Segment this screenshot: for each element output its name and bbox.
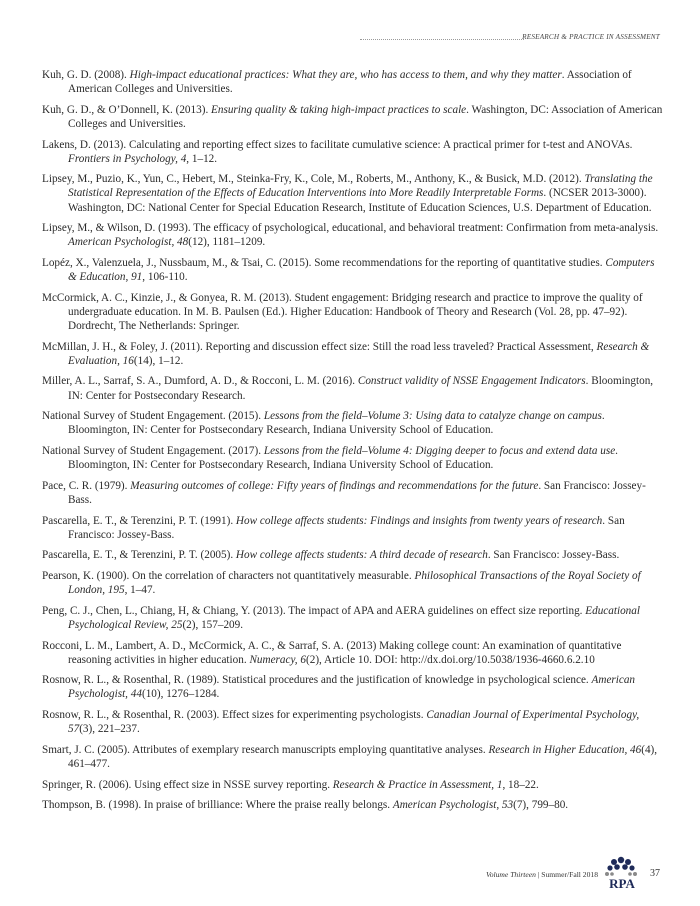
reference-text: Rocconi, L. M., Lambert, A. D., McCormick, A. C., & Sarraf, S. A. (2013) Making college count: An examination of quantitative reasoning activities in higher education.	[42, 639, 622, 666]
reference-text: Rosnow, R. L., & Rosenthal, R. (2003). Effect sizes for experimenting psychologists.	[42, 709, 427, 722]
reference-text: (10), 1276–1284.	[141, 688, 220, 701]
reference-title: Measuring outcomes of college: Fifty years of findings and recommendations for the future	[130, 479, 539, 492]
reference-entry	[42, 514, 664, 542]
reference-entry	[42, 708, 664, 736]
reference-title: American Psychologist, 48	[68, 236, 189, 249]
header-dotted-rule	[360, 39, 524, 40]
reference-entry	[42, 340, 664, 368]
reference-entry	[42, 743, 664, 771]
reference-entry	[42, 68, 664, 96]
running-header	[360, 33, 660, 45]
reference-text: Lipsey, M., Puzio, K., Yun, C., Hebert, M., Steinka-Fry, K., Cole, M., Roberts, M., Anthony, K., & Busick, M.D. (2012).	[42, 173, 585, 186]
rpa-logo-icon	[600, 856, 644, 896]
reference-text: Springer, R. (2006). Using effect size in NSSE survey reporting.	[42, 778, 333, 791]
reference-title: Lessons from the field–Volume 3: Using data to catalyze change on campus	[263, 410, 602, 423]
reference-text: McCormick, A. C., Kinzie, J., & Gonyea, R. M. (2013). Student engagement: Bridging research and practice to improve the quality of undergraduate education. In M. B. Paulsen (Ed.). Higher Education: Handbook of Theory and Research (Vol. 28, pp. 47–92). Dordrecht, The Netherlands: Springer.	[42, 291, 643, 332]
reference-title: Numeracy, 6	[249, 653, 306, 666]
reference-text: . Association of American Colleges and Universities.	[68, 69, 632, 96]
reference-text: (3), 221–237.	[79, 723, 140, 736]
reference-entry	[42, 798, 664, 812]
reference-text: , 18–22.	[502, 778, 539, 791]
reference-entry	[42, 409, 664, 437]
reference-entry	[42, 172, 664, 214]
reference-text: (14), 1–12.	[133, 354, 184, 367]
reference-title: Translating the Statistical Representation of the Effects of Education Interventions into More Readily Interpretable Forms	[68, 173, 653, 200]
running-title: RESEARCH & PRACTICE IN ASSESSMENT	[522, 33, 660, 41]
reference-title: Research & Practice in Assessment, 1	[332, 778, 503, 791]
volume-info	[486, 870, 598, 879]
issue-label: | Summer/Fall 2018	[535, 870, 598, 879]
reference-entry	[42, 256, 664, 284]
reference-text: Pascarella, E. T., & Terenzini, P. T. (2005).	[42, 549, 236, 562]
reference-title: Lessons from the field–Volume 4: Digging deeper to focus and extend data use	[263, 445, 616, 457]
reference-text: Lakens, D. (2013). Calculating and reporting effect sizes to facilitate cumulative science: A practical primer for t-test and ANOVAs.	[42, 138, 633, 151]
reference-text: McMillan, J. H., & Foley, J. (2011). Reporting and discussion effect size: Still the road less traveled? Practical Assessment,	[42, 340, 597, 353]
reference-text: . Washington, DC: Association of American Colleges and Universities.	[68, 103, 663, 130]
reference-text: (2), Article 10. DOI: http://dx.doi.org/10.5038/1936-4660.6.2.10	[306, 653, 595, 666]
volume-label: Volume Thirteen	[485, 870, 536, 879]
reference-entry	[42, 778, 664, 792]
reference-title: Computers & Education, 91	[68, 257, 655, 284]
reference-text: . Bloomington, IN: Center for Postsecondary Research.	[68, 375, 654, 402]
reference-text: . San Francisco: Jossey-Bass.	[68, 479, 646, 506]
reference-text: Kuh, G. D. (2008).	[42, 69, 130, 81]
reference-entry	[42, 673, 664, 701]
reference-text: . Bloomington, IN: Center for Postsecondary Research, Indiana University School of Education.	[68, 445, 618, 472]
reference-entry	[42, 103, 664, 131]
page-number: 37	[650, 868, 660, 879]
reference-text: Peng, C. J., Chen, L., Chiang, H, & Chiang, Y. (2013). The impact of APA and AERA guidelines on effect size reporting.	[42, 604, 586, 617]
reference-text: (12), 1181–1209.	[188, 236, 266, 249]
reference-title: Canadian Journal of Experimental Psychology, 57	[68, 709, 640, 736]
reference-entry	[42, 479, 664, 507]
reference-title: Research in Higher Education, 46	[488, 743, 642, 756]
reference-title: Construct validity of NSSE Engagement Indicators	[357, 375, 586, 388]
reference-title: Frontiers in Psychology, 4	[68, 152, 187, 165]
reference-text: (7), 799–80.	[513, 799, 569, 812]
reference-title: Philosophical Transactions of the Royal Society of London, 195	[68, 570, 641, 597]
reference-entry	[42, 569, 664, 597]
reference-title: American Psychologist, 44	[68, 674, 636, 701]
reference-text: Lopéz, X., Valenzuela, J., Nussbaum, M., & Tsai, C. (2015). Some recommendations for the reporting of quantitative studies.	[42, 257, 606, 269]
reference-list	[42, 68, 664, 819]
reference-text: Pearson, K. (1900). On the correlation of characters not quantitatively measurable.	[42, 570, 415, 583]
reference-text: Lipsey, M., & Wilson, D. (1993). The efficacy of psychological, educational, and behavioral treatment: Confirmation from meta-analysis.	[42, 222, 659, 235]
reference-title: Ensuring quality & taking high-impact practices to scale	[211, 103, 467, 116]
reference-text: National Survey of Student Engagement. (2017).	[42, 445, 264, 457]
reference-text: Thompson, B. (1998). In praise of brilliance: Where the praise really belongs.	[42, 799, 393, 812]
reference-title: Research & Evaluation, 16	[68, 340, 650, 367]
reference-title: Educational Psychological Review, 25	[68, 604, 640, 631]
reference-text: Rosnow, R. L., & Rosenthal, R. (1989). Statistical procedures and the justification of knowledge in psychological science.	[42, 674, 592, 687]
reference-text: Pascarella, E. T., & Terenzini, P. T. (1991).	[42, 514, 236, 527]
reference-text: . (NCSER 2013-3000). Washington, DC: National Center for Special Education Research, Institute of Education Sciences, U.S. Department of Education.	[68, 187, 652, 214]
logo-text: RPA	[609, 876, 635, 891]
reference-entry	[42, 374, 664, 402]
reference-text: National Survey of Student Engagement. (2015).	[42, 410, 264, 423]
page-footer	[420, 856, 660, 896]
reference-text: Kuh, G. D., & O’Donnell, K. (2013).	[42, 103, 212, 116]
reference-text: , 106-110.	[142, 271, 188, 284]
reference-text: (2), 157–209.	[182, 618, 244, 631]
reference-text: . San Francisco: Jossey-Bass.	[68, 514, 625, 541]
reference-text: . Bloomington, IN: Center for Postsecondary Research, Indiana University School of Education.	[68, 410, 605, 437]
reference-text: Pace, C. R. (1979).	[42, 479, 131, 492]
reference-text: , 1–47.	[124, 584, 156, 597]
reference-entry	[42, 604, 664, 632]
reference-title: How college affects students: A third decade of research	[235, 549, 488, 562]
reference-text: Smart, J. C. (2005). Attributes of exemplary research manuscripts employing quantitative analyses.	[42, 743, 489, 756]
reference-entry	[42, 639, 664, 667]
reference-text: , 1–12.	[186, 152, 218, 165]
reference-title: American Psychologist, 53	[392, 799, 514, 812]
reference-text: . San Francisco: Jossey-Bass.	[487, 549, 620, 562]
reference-entry	[42, 221, 664, 249]
reference-text: (4), 461–477.	[68, 743, 658, 771]
reference-entry	[42, 548, 664, 562]
reference-entry	[42, 291, 664, 333]
reference-title: High-impact educational practices: What they are, who has access to them, and why they matter	[129, 69, 562, 81]
reference-entry	[42, 444, 664, 472]
reference-title: How college affects students: Findings and insights from twenty years of research	[235, 514, 603, 527]
reference-text: Miller, A. L., Sarraf, S. A., Dumford, A. D., & Rocconi, L. M. (2016).	[42, 375, 358, 388]
reference-entry	[42, 138, 664, 166]
